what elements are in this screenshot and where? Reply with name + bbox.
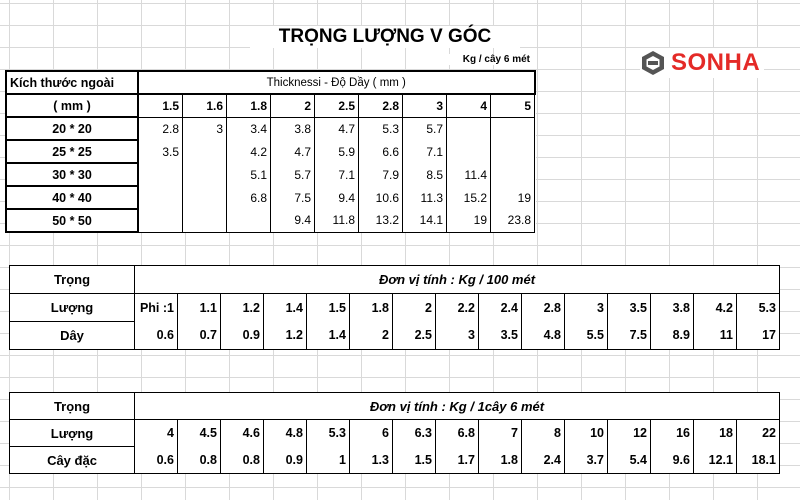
side-label: Trọng (10, 266, 135, 294)
weight-cell: 4.7 (315, 117, 359, 140)
weight-cell (447, 117, 491, 140)
value-cell: 12.1 (694, 447, 737, 474)
value-cell: 2.4 (522, 447, 565, 474)
weight-cell: 11.4 (447, 163, 491, 186)
weight-by-size-table (5, 70, 536, 233)
value-cell: 3.5 (479, 322, 522, 350)
value-cell: 17 (737, 322, 780, 350)
value-cell: 0.8 (178, 447, 221, 474)
value-cell: 6.3 (393, 420, 436, 447)
value-cell: 18.1 (737, 447, 780, 474)
value-cell: 8 (522, 420, 565, 447)
value-cell: 1.2 (221, 294, 264, 322)
weight-cell (491, 140, 535, 163)
weight-cell (227, 209, 271, 232)
weight-cell: 13.2 (359, 209, 403, 232)
value-cell: 1.7 (436, 447, 479, 474)
value-cell: 3 (565, 294, 608, 322)
weight-cell: 15.2 (447, 186, 491, 209)
table-row (10, 393, 780, 420)
value-cell: 6 (350, 420, 393, 447)
table-row (6, 140, 535, 163)
thickness-cell: 1.5 (138, 94, 183, 117)
value-cell: 1.3 (350, 447, 393, 474)
weight-cell: 7.1 (315, 163, 359, 186)
value-cell: 3 (436, 322, 479, 350)
weight-cell: 10.6 (359, 186, 403, 209)
weight-cell (183, 186, 227, 209)
value-cell: 0.9 (221, 322, 264, 350)
value-cell: 1.5 (307, 294, 350, 322)
weight-cell: 9.4 (315, 186, 359, 209)
unit-label: Đơn vị tính : Kg / 1cây 6 mét (135, 393, 780, 420)
weight-cell (138, 209, 183, 232)
weight-cell: 19 (447, 209, 491, 232)
value-cell: 1.4 (264, 294, 307, 322)
thickness-cell: 2.8 (359, 94, 403, 117)
weight-cell: 7.9 (359, 163, 403, 186)
value-cell: 12 (608, 420, 651, 447)
value-cell: 10 (565, 420, 608, 447)
value-cell: 16 (651, 420, 694, 447)
value-cell: Phi :1 (135, 294, 178, 322)
thickness-cell: 4 (447, 94, 491, 117)
brand-logo (640, 48, 764, 78)
value-cell: 3.8 (651, 294, 694, 322)
value-cell: 5.3 (737, 294, 780, 322)
weight-cell: 14.1 (403, 209, 447, 232)
weight-cell: 6.8 (227, 186, 271, 209)
weight-cell: 7.1 (403, 140, 447, 163)
value-cell: 4.2 (694, 294, 737, 322)
side-label: Trọng (10, 393, 135, 420)
value-cell: 4.8 (522, 322, 565, 350)
weight-cell: 11.3 (403, 186, 447, 209)
unit-subtitle: Kg / cây 6 mét (406, 54, 530, 65)
weight-cell: 7.5 (271, 186, 315, 209)
size-cell: 50 * 50 (6, 209, 138, 232)
value-cell: 7.5 (608, 322, 651, 350)
weight-cell (491, 163, 535, 186)
value-cell: 18 (694, 420, 737, 447)
table-row (6, 186, 535, 209)
weight-cell: 3.8 (271, 117, 315, 140)
value-cell: 2 (350, 322, 393, 350)
table-row (6, 94, 535, 117)
value-cell: 2.8 (522, 294, 565, 322)
side-label: Lượng (10, 420, 135, 447)
value-cell: 2 (393, 294, 436, 322)
value-cell: 1.8 (350, 294, 393, 322)
value-cell: 0.9 (264, 447, 307, 474)
thickness-cell: 5 (491, 94, 535, 117)
value-cell: 22 (737, 420, 780, 447)
value-cell: 11 (694, 322, 737, 350)
page-title: TRỌNG LƯỢNG V GÓC (250, 26, 520, 48)
thickness-cell: 3 (403, 94, 447, 117)
weight-cell (183, 209, 227, 232)
thickness-cell: 2 (271, 94, 315, 117)
weight-cell: 3 (183, 117, 227, 140)
weight-cell (138, 186, 183, 209)
weight-cell: 5.1 (227, 163, 271, 186)
thickness-cell: 1.6 (183, 94, 227, 117)
weight-cell (183, 163, 227, 186)
value-cell: 2.4 (479, 294, 522, 322)
weight-cell: 6.6 (359, 140, 403, 163)
weight-cell (138, 163, 183, 186)
value-cell: 1.4 (307, 322, 350, 350)
weight-cell: 9.4 (271, 209, 315, 232)
weight-cell: 23.8 (491, 209, 535, 232)
value-cell: 5.4 (608, 447, 651, 474)
size-cell: 25 * 25 (6, 140, 138, 163)
table-row (10, 420, 780, 447)
size-cell: 40 * 40 (6, 186, 138, 209)
value-cell: 7 (479, 420, 522, 447)
value-cell: 3.7 (565, 447, 608, 474)
side-label: Cây đặc (10, 447, 135, 474)
table-row (10, 447, 780, 474)
size-cell: 30 * 30 (6, 163, 138, 186)
weight-cell: 11.8 (315, 209, 359, 232)
value-cell: 0.7 (178, 322, 221, 350)
weight-cell: 2.8 (138, 117, 183, 140)
size-label-header: Kích thước ngoài (6, 71, 138, 94)
unit-label: Đơn vị tính : Kg / 100 mét (135, 266, 780, 294)
value-cell: 6.8 (436, 420, 479, 447)
value-cell: 1.1 (178, 294, 221, 322)
value-cell: 5.5 (565, 322, 608, 350)
value-cell: 5.3 (307, 420, 350, 447)
value-cell: 4.8 (264, 420, 307, 447)
value-cell: 1.5 (393, 447, 436, 474)
value-cell: 4 (135, 420, 178, 447)
solid-bar-weight-table (9, 392, 780, 474)
value-cell: 2.2 (436, 294, 479, 322)
value-cell: 2.5 (393, 322, 436, 350)
weight-cell: 3.4 (227, 117, 271, 140)
table-row (10, 266, 780, 294)
size-cell: 20 * 20 (6, 117, 138, 140)
table-row (6, 209, 535, 232)
value-cell: 1 (307, 447, 350, 474)
thickness-cell: 2.5 (315, 94, 359, 117)
thickness-cell: 1.8 (227, 94, 271, 117)
thickness-header: Thicknessi - Độ Dầy ( mm ) (138, 71, 535, 94)
value-cell: 8.9 (651, 322, 694, 350)
table-row (10, 322, 780, 350)
weight-cell: 8.5 (403, 163, 447, 186)
weight-cell: 3.5 (138, 140, 183, 163)
weight-cell (447, 140, 491, 163)
side-label: Dây (10, 322, 135, 350)
weight-cell (491, 117, 535, 140)
weight-cell: 5.7 (271, 163, 315, 186)
table-row (6, 163, 535, 186)
value-cell: 0.6 (135, 322, 178, 350)
weight-cell (183, 140, 227, 163)
value-cell: 3.5 (608, 294, 651, 322)
value-cell: 1.2 (264, 322, 307, 350)
value-cell: 1.8 (479, 447, 522, 474)
value-cell: 4.5 (178, 420, 221, 447)
side-label: Lượng (10, 294, 135, 322)
logo-wordmark: SONHA (671, 49, 761, 76)
value-cell: 4.6 (221, 420, 264, 447)
weight-cell: 5.7 (403, 117, 447, 140)
weight-cell: 19 (491, 186, 535, 209)
table-row (6, 71, 535, 94)
weight-cell: 4.7 (271, 140, 315, 163)
size-unit-label: ( mm ) (6, 94, 138, 117)
sonha-logo-icon (640, 50, 666, 76)
weight-cell: 4.2 (227, 140, 271, 163)
value-cell: 0.8 (221, 447, 264, 474)
table-row (6, 117, 535, 140)
table-row (10, 294, 780, 322)
wire-weight-table (9, 265, 780, 350)
value-cell: 9.6 (651, 447, 694, 474)
value-cell: 0.6 (135, 447, 178, 474)
weight-cell: 5.9 (315, 140, 359, 163)
weight-cell: 5.3 (359, 117, 403, 140)
